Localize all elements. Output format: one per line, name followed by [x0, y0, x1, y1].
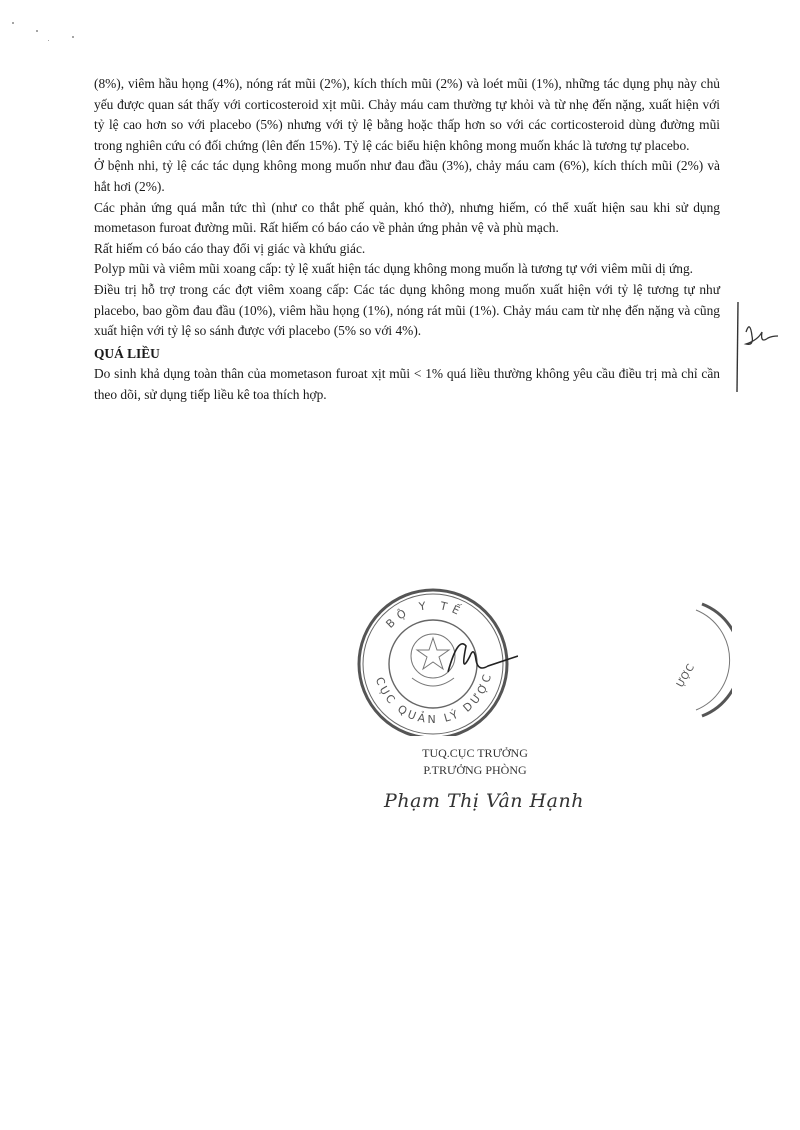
paragraph-polyp: Polyp mũi và viêm mũi xoang cấp: tỷ lệ xuất hiện tác dụng không mong muốn là tương tự với viêm mũi dị ứng.: [94, 261, 694, 277]
signature-title-line1: TUQ.CỤC TRƯỞNG: [422, 746, 528, 760]
partial-seal: [672, 600, 732, 720]
paragraph-pediatric: Ở bệnh nhi, tỷ lệ các tác dụng không mong muốn như đau đầu (3%), chảy máu cam (6%), kích thích mũi (2%) và hắt hơi (2%).: [94, 158, 720, 194]
margin-initials-mark: [732, 296, 782, 396]
document-body: [94, 74, 720, 406]
paragraph-side-effects: (8%), viêm hầu họng (4%), nóng rát mũi (2%), kích thích mũi (2%) và loét mũi (1%), những tác dụng phụ này chủ yếu được quan sát thấy với corticosteroid xịt mũi. Chảy máu cam thường tự khỏi và từ nhẹ đến nặng, xuất hiện với tỷ lệ cao hơn so với placebo (5%) nhưng với tỷ lệ bằng hoặc thấp hơn so với các corticosteroid dùng đường mũi trong nghiên cứu có đối chứng (lên đến 15%). Tỷ lệ các biểu hiện không mong muốn khác là tương tự placebo.: [94, 76, 720, 153]
scan-speck: [48, 40, 49, 41]
partial-seal-text: ỰỢC: [675, 662, 697, 690]
signer-name: Phạm Thị Vân Hạnh: [384, 790, 584, 812]
signature-title-line2: P.TRƯỞNG PHÒNG: [423, 763, 527, 777]
emblem-icon: [411, 634, 455, 686]
scan-speck: [72, 36, 74, 38]
seal-bottom-text: CỤC QUẢN LÝ DƯỢC: [372, 670, 495, 726]
official-seal: [348, 586, 518, 736]
overdose-heading: QUÁ LIỀU: [94, 345, 160, 361]
paragraph-hypersensitivity: Các phản ứng quá mẫn tức thì (như co thắt phế quản, khó thở), nhưng hiếm, có thể xuất hiện sau khi sử dụng mometason furoat đường mũi. Rất hiếm có báo cáo về phản ứng phản vệ và phù mạch.: [94, 199, 720, 236]
signature-block: [360, 745, 590, 779]
seal-top-text: BỘ Y TẾ: [383, 598, 467, 631]
scan-speck: [36, 30, 38, 32]
overdose-text: Do sinh khả dụng toàn thân của mometason furoat xịt mũi < 1% quá liều thường không yêu cầu điều trị mà chỉ cần theo dõi, sử dụng tiếp liều kê toa thích hợp.: [94, 366, 720, 402]
paragraph-taste-smell: Rất hiếm có báo cáo thay đổi vị giác và khứu giác.: [94, 240, 366, 256]
paragraph-sinusitis: Điều trị hỗ trợ trong các đợt viêm xoang cấp: Các tác dụng không mong muốn xuất hiện với tỷ lệ tương tự như placebo, bao gồm đau đầu (10%), viêm hầu họng (1%), nóng rát mũi (1%). Chảy máu cam từ nhẹ đến nặng và cũng xuất hiện với tỷ lệ so sánh được với placebo (5% so với 4%).: [94, 281, 720, 339]
scan-speck: [12, 22, 14, 24]
